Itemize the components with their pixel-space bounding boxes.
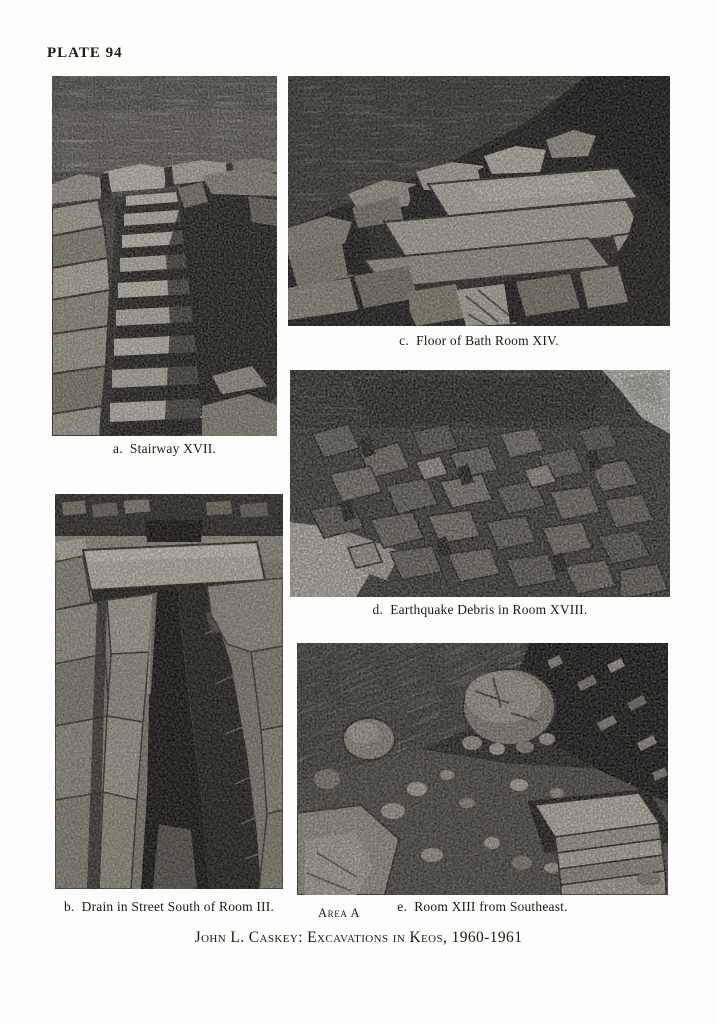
caption-drain-street: b. Drain in Street South of Room III. xyxy=(63,899,275,914)
photo-earthquake-debris xyxy=(290,370,670,597)
caption-room-xiii: e. Room XIII from Southeast. xyxy=(397,899,568,914)
plate-number-label: PLATE 94 xyxy=(47,45,123,61)
photo-stairway-xvii xyxy=(52,76,277,436)
photo-bath-room-floor xyxy=(288,76,670,326)
caption-earthquake-debris: d. Earthquake Debris in Room XVIII. xyxy=(372,602,588,617)
caption-bath-room-floor: c. Floor of Bath Room XIV. xyxy=(399,333,559,348)
photo-drain-street xyxy=(55,494,283,889)
plate-footer-attribution: John L. Caskey: Excavations in Keos, 1960-1961 xyxy=(194,929,523,946)
caption-stairway-xvii: a. Stairway XVII. xyxy=(113,441,216,456)
photo-room-xiii xyxy=(297,643,668,895)
area-label: Area A xyxy=(318,906,361,920)
